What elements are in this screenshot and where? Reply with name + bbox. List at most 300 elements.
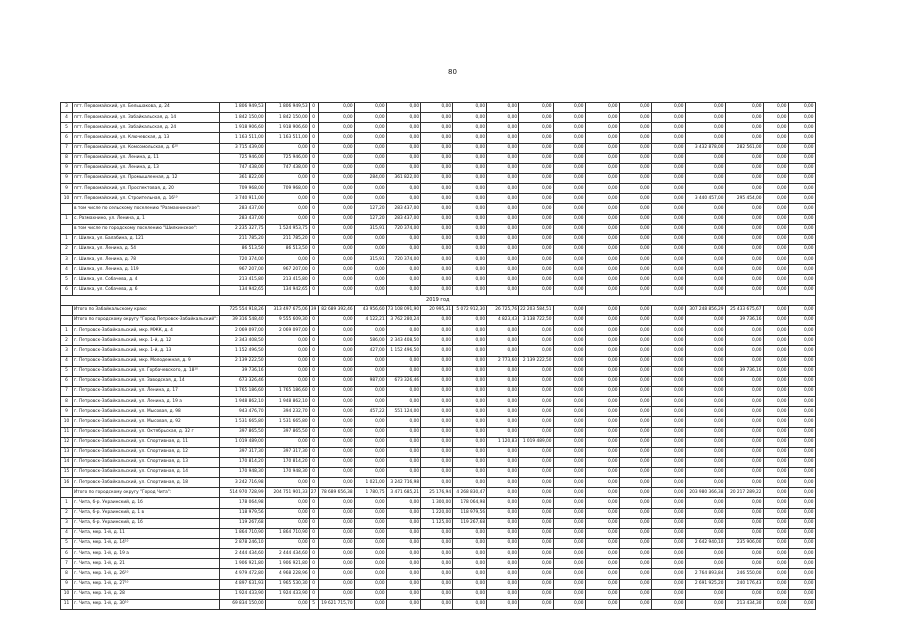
value-cell: 0,00: [318, 123, 354, 133]
value-cell: 457,22: [354, 407, 386, 417]
value-cell: 4 122,21: [354, 315, 386, 325]
value-cell: 0,00: [788, 326, 815, 336]
value-cell: 0,00: [763, 417, 788, 427]
address-cell: Итого по городскому округу "Город Петровск-Забайкальский":: [73, 315, 220, 325]
subtotal-row: [61, 305, 816, 315]
value-cell: 0,00: [725, 386, 763, 396]
value-cell: 0,00: [585, 326, 619, 336]
value-cell: 0,00: [685, 397, 725, 407]
value-cell: 0,00: [453, 478, 487, 488]
value-cell: 0,00: [553, 589, 585, 599]
table-row: [61, 508, 816, 518]
value-cell: 0,00: [585, 265, 619, 275]
value-cell: 0,00: [763, 275, 788, 285]
value-cell: 0,00: [619, 498, 651, 508]
value-cell: 170 814,20: [219, 457, 265, 467]
value-cell: 0,00: [763, 518, 788, 528]
value-cell: 0,00: [519, 397, 553, 407]
value-cell: 0,00: [651, 275, 685, 285]
value-cell: 0,00: [519, 488, 553, 498]
value-cell: 0,00: [453, 427, 487, 437]
value-cell: 0,00: [763, 498, 788, 508]
value-cell: 0,00: [318, 417, 354, 427]
value-cell: 0,00: [354, 163, 386, 173]
value-cell: 0,00: [725, 457, 763, 467]
value-cell: 0,00: [519, 569, 553, 579]
value-cell: 0,00: [487, 255, 519, 265]
value-cell: 0,00: [553, 285, 585, 295]
value-cell: 0,00: [763, 194, 788, 204]
value-cell: 0,00: [453, 346, 487, 356]
value-cell: 0,00: [553, 386, 585, 396]
value-cell: 0,00: [318, 589, 354, 599]
value-cell: 0,00: [763, 539, 788, 549]
value-cell: 0,00: [453, 315, 487, 325]
value-cell: 0,00: [487, 184, 519, 194]
table-row: [61, 559, 816, 569]
address-cell: пгт. Первомайский, ул. Забайкальская, д. 14: [73, 113, 220, 123]
value-cell: 1 125,00: [421, 518, 453, 528]
value-cell: 0,00: [585, 549, 619, 559]
value-cell: 0,00: [651, 559, 685, 569]
value-cell: 0,00: [386, 386, 420, 396]
value-cell: 0,00: [651, 417, 685, 427]
value-cell: 0,00: [386, 113, 420, 123]
value-cell: 0: [309, 589, 318, 599]
value-cell: 0: [309, 549, 318, 559]
value-cell: 0,00: [619, 255, 651, 265]
value-cell: 0,00: [553, 234, 585, 244]
value-cell: 0,00: [585, 173, 619, 183]
value-cell: 0,00: [519, 549, 553, 559]
value-cell: 0,00: [421, 417, 453, 427]
value-cell: 0,00: [651, 447, 685, 457]
value-cell: 315,91: [354, 255, 386, 265]
value-cell: 0,00: [585, 315, 619, 325]
value-cell: 0,00: [265, 437, 309, 447]
value-cell: 2 691 925,20: [685, 579, 725, 589]
address-cell: г. Шилка, ул. Собачева, д. 6: [73, 285, 220, 295]
value-cell: 0,00: [453, 539, 487, 549]
value-cell: 0,00: [421, 113, 453, 123]
value-cell: 127,20: [354, 214, 386, 224]
value-cell: 0,00: [453, 194, 487, 204]
value-cell: 0,00: [553, 305, 585, 315]
value-cell: 0,00: [265, 346, 309, 356]
value-cell: 0,00: [585, 447, 619, 457]
value-cell: 0,00: [651, 163, 685, 173]
value-cell: 0,00: [585, 143, 619, 153]
table-row: [61, 326, 816, 336]
value-cell: 0,00: [685, 366, 725, 376]
value-cell: 0,00: [553, 326, 585, 336]
value-cell: 0,00: [685, 123, 725, 133]
value-cell: 0,00: [519, 599, 553, 609]
value-cell: 78 689 656,38: [318, 488, 354, 498]
value-cell: 1 019 489,00: [219, 437, 265, 447]
value-cell: 0,00: [487, 234, 519, 244]
value-cell: 0,00: [725, 113, 763, 123]
value-cell: 283 437,00: [386, 214, 420, 224]
value-cell: 0,00: [619, 468, 651, 478]
value-cell: 0,00: [619, 447, 651, 457]
table-row: [61, 184, 816, 194]
value-cell: 0,00: [553, 579, 585, 589]
value-cell: 0,00: [725, 518, 763, 528]
value-cell: 0,00: [788, 265, 815, 275]
value-cell: 0,00: [386, 397, 420, 407]
value-cell: 0,00: [619, 559, 651, 569]
value-cell: 203 980 366,38: [685, 488, 725, 498]
value-cell: 0,00: [519, 184, 553, 194]
table-row: [61, 173, 816, 183]
value-cell: 0,00: [519, 539, 553, 549]
value-cell: 0,00: [763, 508, 788, 518]
value-cell: 2 343 408,50: [386, 336, 420, 346]
value-cell: 0,00: [585, 153, 619, 163]
value-cell: 0,00: [519, 255, 553, 265]
value-cell: 0,00: [763, 407, 788, 417]
value-cell: 0,00: [585, 184, 619, 194]
address-cell: Итого по городскому округу "Город Чита":: [73, 488, 220, 498]
value-cell: 0: [309, 194, 318, 204]
value-cell: 0,00: [763, 184, 788, 194]
value-cell: 0,00: [487, 457, 519, 467]
value-cell: 0: [309, 214, 318, 224]
value-cell: 0,00: [487, 528, 519, 538]
value-cell: 0,00: [386, 579, 420, 589]
value-cell: 0,00: [788, 589, 815, 599]
value-cell: 0: [309, 457, 318, 467]
address-cell: г. Петровск-Забайкальский, мкр. 1-й, д. 12: [73, 336, 220, 346]
value-cell: 0,00: [553, 427, 585, 437]
value-cell: 0,00: [651, 366, 685, 376]
row-number-cell: 1: [61, 498, 73, 508]
value-cell: 0,00: [519, 133, 553, 143]
value-cell: 0,00: [585, 113, 619, 123]
table-row: [61, 103, 816, 113]
value-cell: 0,00: [421, 386, 453, 396]
value-cell: 0,00: [318, 204, 354, 214]
value-cell: 0,00: [354, 549, 386, 559]
value-cell: 0,00: [519, 244, 553, 254]
value-cell: 0,00: [519, 214, 553, 224]
value-cell: 0: [309, 498, 318, 508]
value-cell: 0,00: [763, 305, 788, 315]
value-cell: 0,00: [519, 427, 553, 437]
value-cell: 39 316 548,40: [219, 315, 265, 325]
value-cell: 0,00: [788, 488, 815, 498]
value-cell: 0,00: [318, 528, 354, 538]
value-cell: 0,00: [453, 559, 487, 569]
value-cell: 26 725,76: [487, 305, 519, 315]
value-cell: 1 531 665,80: [265, 417, 309, 427]
value-cell: 0,00: [788, 184, 815, 194]
value-cell: 0: [309, 133, 318, 143]
value-cell: 0,00: [487, 214, 519, 224]
value-cell: 0,00: [685, 407, 725, 417]
value-cell: 0,00: [553, 275, 585, 285]
value-cell: 283 437,00: [219, 214, 265, 224]
value-cell: 0,00: [651, 336, 685, 346]
value-cell: 213 434,30: [725, 599, 763, 609]
value-cell: 0,00: [651, 498, 685, 508]
table-row: [61, 255, 816, 265]
value-cell: 0,00: [651, 599, 685, 609]
value-cell: 0,00: [453, 103, 487, 113]
value-cell: 1 765 186,60: [219, 386, 265, 396]
value-cell: 0: [309, 366, 318, 376]
value-cell: 118 979,56: [219, 508, 265, 518]
value-cell: 0,00: [651, 244, 685, 254]
value-cell: 86 513,50: [219, 244, 265, 254]
value-cell: 0,00: [487, 163, 519, 173]
value-cell: 0,00: [318, 386, 354, 396]
value-cell: 0,00: [487, 123, 519, 133]
value-cell: 0,00: [318, 437, 354, 447]
value-cell: 967 207,00: [265, 265, 309, 275]
address-cell: с. Размахнино, ул. Ленина, д. 1: [73, 214, 220, 224]
address-cell: г. Петровск-Забайкальский, ул. Ленина, д. 19 а: [73, 397, 220, 407]
value-cell: 0,00: [553, 478, 585, 488]
value-cell: 0,00: [651, 457, 685, 467]
value-cell: 0,00: [519, 153, 553, 163]
value-cell: 22 203 584,51: [519, 305, 553, 315]
value-cell: 0,00: [318, 224, 354, 234]
value-cell: 0,00: [386, 366, 420, 376]
value-cell: 0,00: [788, 569, 815, 579]
value-cell: 0,00: [585, 397, 619, 407]
address-cell: г. Петровск-Забайкальский, ул. Спортивная, д. 18: [73, 478, 220, 488]
table-row: [61, 589, 816, 599]
value-cell: 0,00: [519, 204, 553, 214]
value-cell: 0,00: [685, 315, 725, 325]
value-cell: 0,00: [354, 194, 386, 204]
value-cell: 0,00: [585, 457, 619, 467]
value-cell: 720 374,00: [386, 255, 420, 265]
value-cell: 0,00: [685, 163, 725, 173]
value-cell: 0,00: [585, 539, 619, 549]
value-cell: 0,00: [453, 133, 487, 143]
value-cell: 0,00: [519, 417, 553, 427]
value-cell: 0,00: [386, 356, 420, 366]
value-cell: 0,00: [553, 265, 585, 275]
value-cell: 0,00: [421, 214, 453, 224]
address-cell: г. Петровск-Забайкальский, ул. Ленина, д. 17: [73, 386, 220, 396]
value-cell: 0,00: [619, 518, 651, 528]
value-cell: 0,00: [619, 539, 651, 549]
value-cell: 0,00: [421, 184, 453, 194]
table-row: [61, 194, 816, 204]
address-cell: г. Петровск-Забайкальский, ул. Мысовая, д. 98: [73, 407, 220, 417]
value-cell: 0,00: [519, 376, 553, 386]
value-cell: 0,00: [788, 194, 815, 204]
value-cell: 0,00: [265, 478, 309, 488]
table-row: [61, 417, 816, 427]
value-cell: 0,00: [619, 163, 651, 173]
address-cell: г. Чита, мкр. 1-й, д. 30¹⁰: [73, 599, 220, 609]
value-cell: 0,00: [421, 437, 453, 447]
value-cell: 0,00: [619, 326, 651, 336]
value-cell: 0,00: [453, 569, 487, 579]
value-cell: 0,00: [788, 518, 815, 528]
value-cell: 3 715 439,00: [219, 143, 265, 153]
value-cell: 1 163 511,00: [265, 133, 309, 143]
value-cell: 134 942,65: [219, 285, 265, 295]
value-cell: 284,00: [354, 173, 386, 183]
value-cell: 0,00: [651, 326, 685, 336]
value-cell: 0,00: [788, 468, 815, 478]
value-cell: 0,00: [318, 214, 354, 224]
value-cell: 1 806 949,53: [219, 103, 265, 113]
table-row: [61, 285, 816, 295]
value-cell: 0,00: [519, 194, 553, 204]
value-cell: 0,00: [386, 589, 420, 599]
value-cell: 0,00: [585, 589, 619, 599]
value-cell: 0,00: [651, 184, 685, 194]
value-cell: 0,00: [318, 113, 354, 123]
value-cell: 0,00: [619, 113, 651, 123]
value-cell: 0,00: [519, 589, 553, 599]
subtotal-row: [61, 224, 816, 234]
value-cell: 0,00: [318, 366, 354, 376]
value-cell: 0,00: [788, 346, 815, 356]
value-cell: 0: [309, 346, 318, 356]
value-cell: 0,00: [386, 194, 420, 204]
value-cell: 0,00: [318, 133, 354, 143]
value-cell: 0: [309, 508, 318, 518]
value-cell: 0,00: [386, 528, 420, 538]
value-cell: 0,00: [763, 224, 788, 234]
value-cell: 0,00: [553, 549, 585, 559]
value-cell: 0,00: [354, 498, 386, 508]
value-cell: 0,00: [619, 508, 651, 518]
value-cell: 0,00: [487, 153, 519, 163]
table-row: [61, 397, 816, 407]
value-cell: 0,00: [354, 265, 386, 275]
value-cell: 0,00: [519, 386, 553, 396]
value-cell: 0,00: [763, 234, 788, 244]
row-number-cell: 1: [61, 234, 73, 244]
value-cell: 1 163 511,00: [219, 133, 265, 143]
value-cell: 235 906,00: [725, 539, 763, 549]
value-cell: 0,00: [421, 356, 453, 366]
value-cell: 0,00: [354, 589, 386, 599]
value-cell: 0,00: [585, 437, 619, 447]
value-cell: 0,00: [685, 356, 725, 366]
value-cell: 0,00: [725, 336, 763, 346]
value-cell: 0,00: [487, 417, 519, 427]
value-cell: 0,00: [725, 397, 763, 407]
value-cell: 0,00: [453, 204, 487, 214]
value-cell: 0,00: [585, 163, 619, 173]
value-cell: 0,00: [487, 488, 519, 498]
value-cell: 2 444 434,60: [219, 549, 265, 559]
value-cell: 0,00: [318, 427, 354, 437]
value-cell: 4 268 830,47: [453, 488, 487, 498]
value-cell: 0,00: [318, 579, 354, 589]
value-cell: 0,00: [725, 204, 763, 214]
value-cell: 283 437,00: [386, 204, 420, 214]
value-cell: 0,00: [619, 569, 651, 579]
value-cell: 3 762 280,24: [386, 315, 420, 325]
value-cell: 943 476,70: [219, 407, 265, 417]
value-cell: 0,00: [763, 559, 788, 569]
table-row: [61, 498, 816, 508]
table-row: [61, 407, 816, 417]
value-cell: 0: [309, 123, 318, 133]
value-cell: 0,00: [619, 346, 651, 356]
value-cell: 0,00: [763, 133, 788, 143]
value-cell: 0,00: [651, 427, 685, 437]
value-cell: 0,00: [788, 244, 815, 254]
value-cell: 0,00: [651, 234, 685, 244]
value-cell: 0,00: [453, 113, 487, 123]
value-cell: 0,00: [519, 498, 553, 508]
value-cell: 0,00: [354, 437, 386, 447]
value-cell: 747 438,00: [265, 163, 309, 173]
value-cell: 0,00: [318, 569, 354, 579]
value-cell: 0,00: [619, 275, 651, 285]
row-number-cell: 8: [61, 153, 73, 163]
value-cell: 0,00: [553, 599, 585, 609]
value-cell: 2 069 097,00: [265, 326, 309, 336]
value-cell: 0,00: [725, 508, 763, 518]
value-cell: 0,00: [725, 244, 763, 254]
value-cell: 0: [309, 356, 318, 366]
value-cell: 1 924 433,90: [265, 589, 309, 599]
value-cell: 0,00: [453, 386, 487, 396]
value-cell: 0,00: [651, 407, 685, 417]
value-cell: 0,00: [421, 346, 453, 356]
value-cell: 0,00: [519, 326, 553, 336]
value-cell: 0,00: [619, 194, 651, 204]
value-cell: 0: [309, 244, 318, 254]
address-cell: Итого по Забайкальскому краю:: [73, 305, 220, 315]
value-cell: 0,00: [788, 356, 815, 366]
value-cell: 0,00: [487, 336, 519, 346]
value-cell: 86 513,50: [265, 244, 309, 254]
value-cell: 709 968,00: [219, 184, 265, 194]
value-cell: 0,00: [585, 407, 619, 417]
address-cell: г. Шилка, ул. Ленина, д. 78: [73, 255, 220, 265]
value-cell: 4 823,43: [487, 315, 519, 325]
value-cell: 0,00: [553, 336, 585, 346]
value-cell: 1 906 921,80: [219, 559, 265, 569]
table-row: [61, 366, 816, 376]
value-cell: 0,00: [553, 113, 585, 123]
value-cell: 0,00: [553, 356, 585, 366]
value-cell: 1 765 186,60: [265, 386, 309, 396]
value-cell: 0,00: [619, 397, 651, 407]
value-cell: 0,00: [763, 346, 788, 356]
value-cell: 0,00: [354, 427, 386, 437]
value-cell: 0,00: [318, 143, 354, 153]
row-number-cell: 9: [61, 579, 73, 589]
value-cell: 0,00: [788, 366, 815, 376]
value-cell: 0,00: [619, 305, 651, 315]
value-cell: 0,00: [487, 285, 519, 295]
value-cell: 0,00: [763, 153, 788, 163]
row-number-cell: 6: [61, 376, 73, 386]
value-cell: 0,00: [685, 518, 725, 528]
value-cell: 0,00: [519, 103, 553, 113]
value-cell: 0,00: [354, 285, 386, 295]
value-cell: 0,00: [763, 315, 788, 325]
value-cell: 0,00: [585, 123, 619, 133]
value-cell: 0,00: [788, 386, 815, 396]
address-cell: г. Петровск-Забайкальский, ул. Спортивная, д. 11: [73, 437, 220, 447]
